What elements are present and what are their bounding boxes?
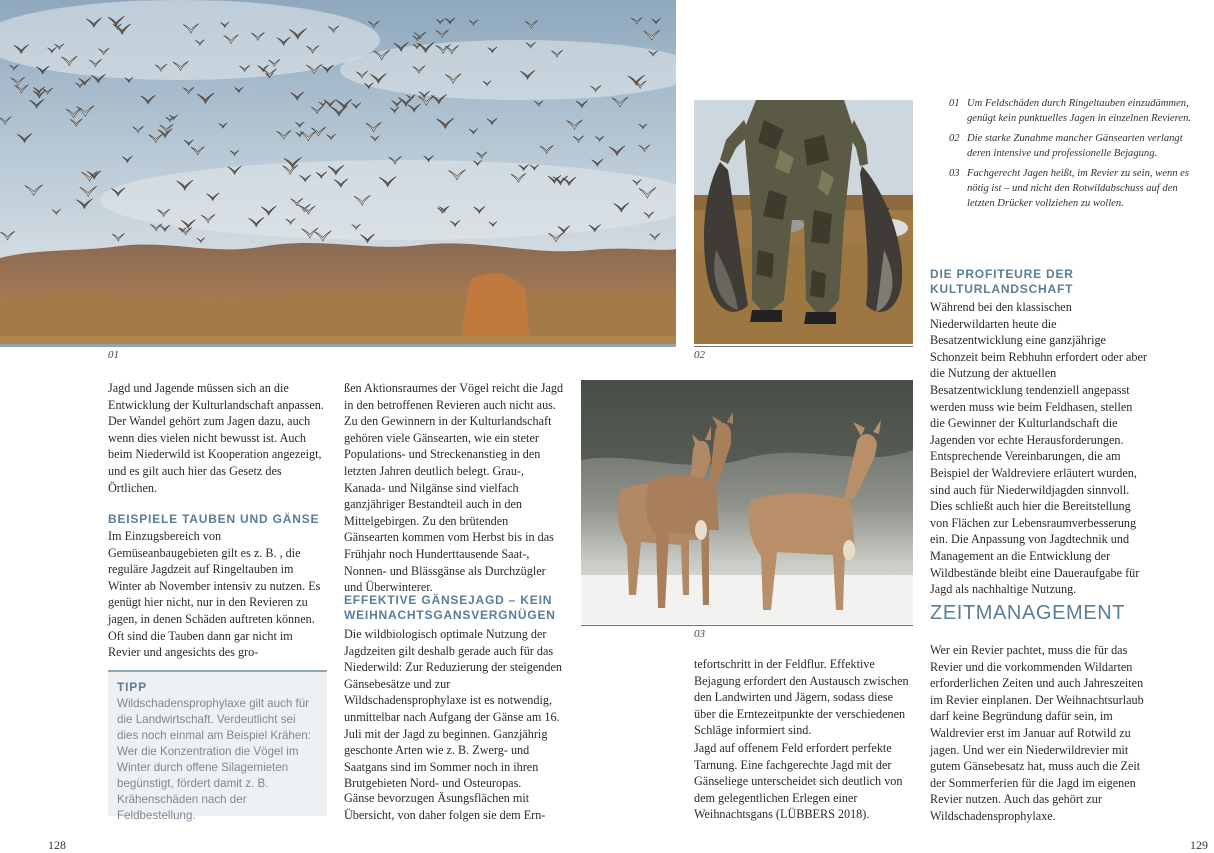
caption-note [949, 131, 1195, 161]
heading-gaensejagd: EFFEKTIVE GÄNSEJAGD – KEIN WEIHNACHTSGANSVERGNÜGEN [344, 593, 556, 622]
tip-box [108, 670, 327, 822]
photo-deer [581, 380, 913, 624]
photo3-bottom-rule [581, 625, 913, 626]
photo-hunter-geese [694, 100, 913, 344]
caption-note-number: 01 [949, 98, 960, 109]
caption-note-text: Um Feldschäden durch Ringeltauben einzudämmen, genügt kein punktuelles Jagen in einzelnen Revieren. [967, 98, 1192, 124]
photo2-caption: 02 [694, 349, 705, 361]
photo1-bottom-rule [0, 344, 676, 347]
photo-pigeons [0, 0, 676, 344]
caption-note [949, 166, 1195, 211]
profiteure-paragraph: Während bei den klassischen Niederwildarten heute die Besatzentwicklung eine ganzjährige Schonzeit beim Rebhuhn erfordert oder aber die Nutzung der aktuellen Besatzentwicklung tendenziell angepasst werden muss wie beim Feldhasen, stellen die Gewinner der Kulturlandschaft die Jagenden vor echte Herausforderungen. Entsprechende Vereinbarungen, die am Beispiel der Waldreviere erläutert wurden, sind auch für Niederwildjagden sinnvoll. Dies schließt auch hier die Bereitstellung von Flächen zur Lebensraumverbesserung ein. Die Anpassung von Jagdtechnik und Management an die Entwicklung der Wildbestände bleibt eine Daueraufgabe für Jagd als nachhaltige Nutzung. [930, 300, 1147, 597]
zeitmanagement-paragraph: Wer ein Revier pachtet, muss die für das Revier und die vorkommenden Wildarten erforderlichen Zeiten und auch Jahreszeiten im Revier einplanen. Der Weihnachtsurlaub darf keine Begründung dafür sein, im Waldrevier erst im Januar auf Rotwild zu jagen. Und wer ein Niederwildrevier mit gutem Gänsebesatz hat, muss auch die Zeit der Sommerferien für die Jagd im eigenen Revier nutzen. Auch das gehört zur Wildschadensprophylaxe. [930, 643, 1144, 823]
page-number-left: 128 [48, 838, 66, 852]
caption-note-number: 02 [949, 133, 960, 144]
photo3-caption: 03 [694, 628, 705, 640]
gaensejagd-paragraph-2: Gänse bevorzugen Äsungsflächen mit Übersicht, von daher folgen sie dem Ern- [344, 791, 546, 822]
caption-notes [949, 96, 1195, 216]
caption-note-text: Fachgerecht Jagen heißt, im Revier zu sein, wenn es nötig ist – und nicht den Rotwildabschuss auf den letzten Drücker vollziehen zu wollen. [967, 168, 1190, 209]
page-number-right: 129 [1190, 838, 1208, 852]
photo1-caption: 01 [108, 349, 119, 361]
col3-paragraph-2: Jagd auf offenem Feld erfordert perfekte Tarnung. Eine fachgerechte Jagd mit der Gänseliege unterscheidet sich deutlich von dem gelegentlichen Erlegen einer Weihnachtsgans (LÜBBERS 2018). [694, 741, 903, 822]
heading-profiteure: DIE PROFITEURE DER KULTURLANDSCHAFT [930, 267, 1074, 296]
tip-title: TIPP [117, 680, 147, 694]
tauben-paragraph: Im Einzugsbereich von Gemüseanbaugebieten gilt es z. B. , die reguläre Jagdzeit auf Ringeltauben im Winter ab November intensiv zu nutzen. Es genügt hier nicht, nur in den Revieren zu jagen, in denen Schäden auftreten können. Oft sind die Tauben dann gar nicht im Revier und angesichts des gro- [108, 529, 321, 660]
col2-paragraph: ßen Aktionsraumes der Vögel reicht die Jagd in den betroffenen Revieren auch nicht aus. Zu den Gewinnern in der Kulturlandschaft gehören viele Gänsearten, wie ein steter Populations- und Streckenanstieg in den letzten Jahren deutlich belegt. Grau-, Kanada- und Nilgänse sind vielfach ganzjähriger Bestandteil auch in den Mittelgebirgen. Zu den brütenden Gänsearten kommen vom Herbst bis in das Frühjahr noch Hunderttausende Saat-, Nonnen- und Blässgänse als Durchzügler und Überwinterer. [344, 381, 564, 595]
intro-paragraph: Jagd und Jagende müssen sich an die Entwicklung der Kulturlandschaft anpassen. Der Wandel gehört zum Jagen dazu, auch wenn dies vielen nicht bewusst ist. Auch beim Niederwild ist Kooperation angezeigt, und es gilt auch hier das Gesetz des Örtlichen. [108, 381, 324, 495]
tip-text: Wildschadensprophylaxe gilt auch für die Landwirtschaft. Verdeutlicht sei dies noch einmal am Beispiel Krähen: Wer die Konzentration die Vögel im Winter durch offene Silagemieten begünstigt, fördert damit z. B. Krähenschäden nach der Feldbestellung. [117, 697, 311, 822]
photo2-bottom-rule [694, 346, 913, 347]
gaensejagd-paragraph: Die wildbiologisch optimale Nutzung der Jagdzeiten gilt deshalb gerade auch für das Niederwild: Zur Reduzierung der steigenden Gänsebesätze und zur Wildschadensprophylaxe ist es notwendig, unmittelbar nach Aufgang der Gänse am 16. Juli mit der Jagd zu beginnen. Ganzjährig geschonte Arten wie z. B. Zwerg- und Saatgans sind im Sommer noch in ihren Brutgebieten Nord- und Osteuropas. [344, 627, 562, 791]
heading-tauben-gaense: BEISPIELE TAUBEN UND GÄNSE [108, 512, 320, 526]
caption-note-text: Die starke Zunahme mancher Gänsearten verlangt deren intensive und professionelle Bejagung. [967, 133, 1183, 159]
caption-note [949, 96, 1195, 126]
heading-zeitmanagement: ZEITMANAGEMENT [930, 602, 1126, 624]
caption-note-number: 03 [949, 168, 960, 179]
col3-paragraph: tefortschritt in der Feldflur. Effektive Bejagung erfordert den Austausch zwischen den Landwirten und Jägern, sodass diese über die Erntezeitpunkte der verschiedenen Schläge informiert sind. [694, 657, 909, 738]
